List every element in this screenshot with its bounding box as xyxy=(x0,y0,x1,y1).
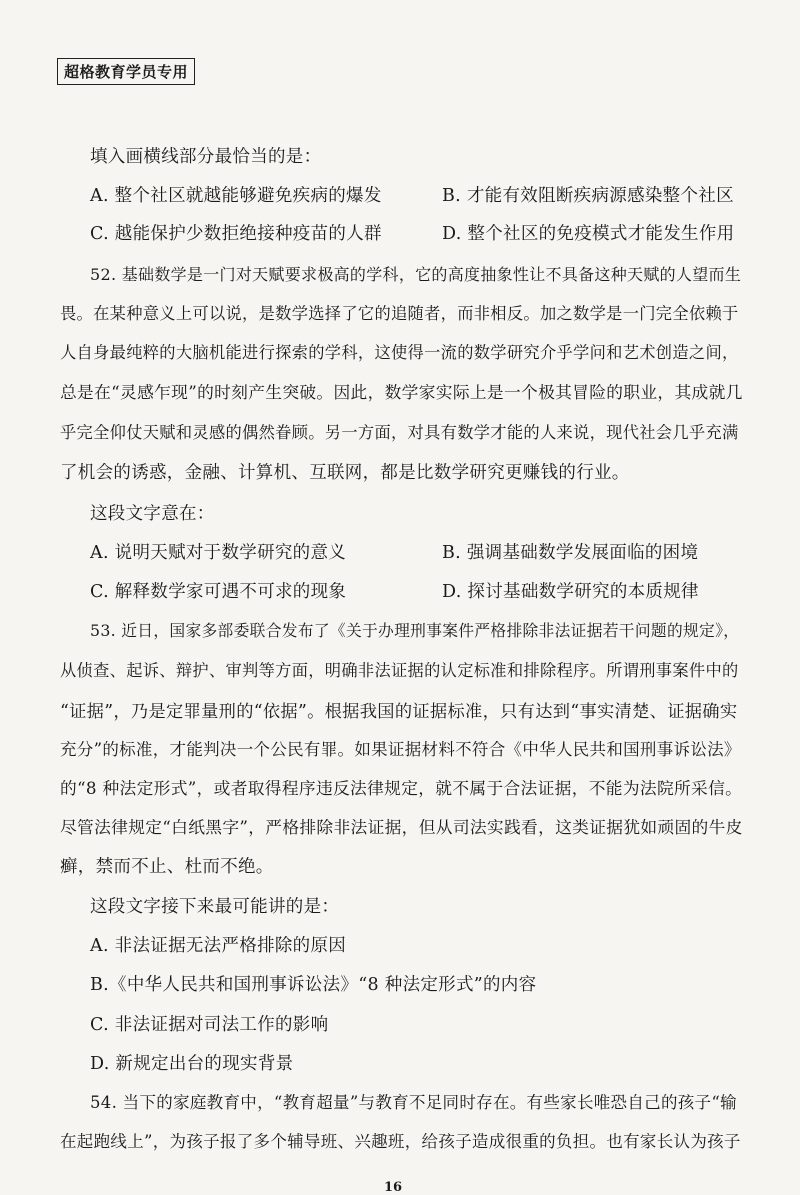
q52-prompt: 这段文字意在： xyxy=(90,504,215,524)
q53-option-b: B.《中华人民共和国刑事诉讼法》“8 种法定形式”的内容 xyxy=(90,975,537,995)
q53-prompt: 这段文字接下来最可能讲的是： xyxy=(90,897,340,917)
q52-line: 人自身最纯粹的大脑机能进行探索的学科，这使得一流的数学研究介乎学问和艺术创造之间， xyxy=(60,343,739,362)
q53-option-d: D. 新规定出台的现实背景 xyxy=(90,1054,294,1074)
q53-line: 从侦查、起诉、辩护、审判等方面，明确非法证据的认定标准和排除程序。所谓刑事案件中的 xyxy=(60,661,739,680)
student-use-stamp: 超格教育学员专用 xyxy=(57,58,195,85)
q51-prompt: 填入画横线部分最恰当的是： xyxy=(90,147,322,167)
q53-option-a: A. 非法证据无法严格排除的原因 xyxy=(90,936,347,956)
q52-line: 了机会的诱惑，金融、计算机、互联网，都是比数学研究更赚钱的行业。 xyxy=(60,463,630,483)
q51-option-c: C. 越能保护少数拒绝接种疫苗的人群 xyxy=(90,224,382,244)
q52-line: 乎完全仰仗天赋和灵感的偶然眷顾。另一方面，对具有数学才能的人来说，现代社会几乎充满 xyxy=(60,423,739,442)
q52-option-d: D. 探讨基础数学研究的本质规律 xyxy=(442,582,699,602)
q51-option-a: A. 整个社区就越能够避免疾病的爆发 xyxy=(90,186,382,206)
q54-line: 54. 当下的家庭教育中，“教育超量”与教育不足同时存在。有些家长唯恐自己的孩子“输 xyxy=(90,1093,737,1112)
q53-line: 的“8 种法定形式”，或者取得程序违反法律规定，就不属于合法证据，不能为法院所采信。 xyxy=(60,778,743,798)
q53-line: 癣，禁而不止、杜而不绝。 xyxy=(60,857,274,877)
q53-option-c: C. 非法证据对司法工作的影响 xyxy=(90,1015,329,1035)
q52-line: 畏。在某种意义上可以说，是数学选择了它的追随者，而非相反。加之数学是一门完全依赖于 xyxy=(60,304,739,323)
page-number: 16 xyxy=(384,1180,403,1195)
q51-option-b: B. 才能有效阻断疾病源感染整个社区 xyxy=(442,186,734,206)
q52-option-a: A. 说明天赋对于数学研究的意义 xyxy=(90,543,347,563)
q52-option-c: C. 解释数学家可遇不可求的现象 xyxy=(90,582,347,602)
q54-line: 在起跑线上”，为孩子报了多个辅导班、兴趣班，给孩子造成很重的负担。也有家长认为孩子 xyxy=(60,1132,741,1151)
q53-line: 充分”的标准，才能判决一个公民有罪。如果证据材料不符合《中华人民共和国刑事诉讼法》 xyxy=(60,740,741,759)
q52-option-b: B. 强调基础数学发展面临的困境 xyxy=(442,543,699,563)
q53-line: 尽管法律规定“白纸黑字”，严格排除非法证据，但从司法实践看，这类证据犹如顽固的牛皮 xyxy=(60,817,743,837)
q53-line: “证据”，乃是定罪量刑的“依据”。根据我国的证据标准，只有达到“事实清楚、证据确实 xyxy=(60,702,738,722)
q51-option-d: D. 整个社区的免疫模式才能发生作用 xyxy=(442,224,735,244)
q53-line: 53. 近日，国家多部委联合发布了《关于办理刑事案件严格排除非法证据若干问题的规定》， xyxy=(90,621,740,640)
q52-line: 总是在“灵感乍现”的时刻产生突破。因此，数学家实际上是一个极其冒险的职业，其成就几 xyxy=(60,382,743,402)
q52-line: 52. 基础数学是一门对天赋要求极高的学科，它的高度抽象性让不具备这种天赋的人望而生 xyxy=(90,265,742,284)
